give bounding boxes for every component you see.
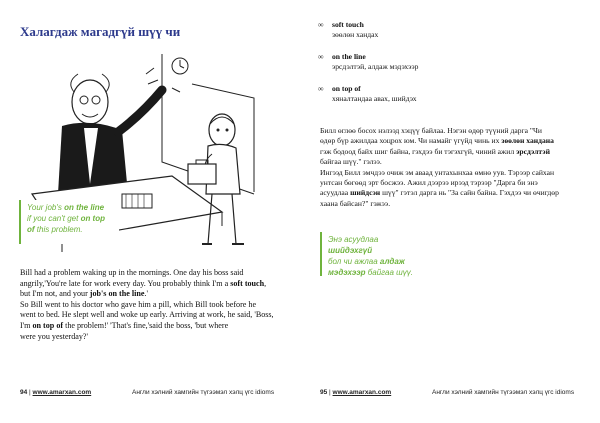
- callout-idiom: алдаж: [379, 257, 405, 266]
- story-line: but I'm not, and your job's on the line.': [20, 289, 148, 299]
- right-page: [300, 0, 600, 423]
- callout-idiom: шийдэхгүй: [328, 246, 373, 255]
- website-link[interactable]: www.amarxan.com: [332, 389, 392, 396]
- footer-separator: |: [327, 389, 333, 396]
- mn-line: унтсан бөгөөд эрт босжээ. Ажил дээрээ ирээд тэрээр "Дарга би энэ: [320, 178, 538, 188]
- mongolian-story-text: [320, 126, 582, 209]
- vocab-gloss: хяналтандаа авах, шийдэх: [332, 94, 417, 103]
- vocab-item: [318, 52, 578, 72]
- page-title: Халагдаж магадгүй шүү чи: [20, 24, 181, 39]
- vocab-gloss: зөөлөн хандах: [332, 30, 379, 39]
- callout-text: this problem.: [34, 225, 83, 234]
- story-line: I'm on top of the problem!' 'That's fine,'said the boss, 'but where: [20, 320, 229, 330]
- callout-idiom: on top: [80, 214, 105, 223]
- infinity-icon: ∞: [318, 84, 324, 93]
- mn-line: Билл өглөө босох нэлээд хэцүү байлаа. Нэгэн өдөр түүний дарга "Чи: [320, 126, 542, 135]
- footer-tagline: Англи хэлний хамгийн түгээмэл хэлц үгс idioms: [132, 389, 275, 396]
- mn-line: Ингээд Билл эмчдээ очиж эм аваад унтахынхаа өмнө уув. Тэрээр сайхан: [320, 167, 555, 177]
- page-number: 95: [320, 389, 328, 396]
- vocabulary-list: [318, 20, 578, 116]
- callout-idiom: мэдэхээр: [328, 268, 366, 277]
- idiom-callout: [19, 200, 119, 244]
- vocab-item: [318, 20, 578, 40]
- page-number: 94: [20, 389, 28, 396]
- callout-text: if you can't get: [27, 214, 81, 223]
- callout-text: Your job's: [27, 203, 65, 212]
- story-line: Bill had a problem waking up in the mornings. One day his boss said: [20, 268, 244, 277]
- mn-line: асуудлаа шийдсэн шүү" гэтэл дарга нь "За сайн байна. Гэхдээ чи өчигдөр: [320, 188, 559, 198]
- mn-line: хаана байсан?" гэжээ.: [320, 198, 391, 208]
- callout-text: бол чи ажлаа: [328, 257, 380, 266]
- vocab-term: on the line: [332, 52, 366, 61]
- vocab-term: on top of: [332, 84, 361, 93]
- story-text: [20, 268, 282, 342]
- callout-text: байгаа шүү.: [365, 268, 414, 277]
- vocab-item: [318, 84, 578, 104]
- callout-idiom: of: [27, 225, 35, 234]
- infinity-icon: ∞: [318, 52, 324, 61]
- mn-line: өдөр бүр ажилдаа хоцрох юм. Чи намайг үгүйд чинь их зөөлөн хандана: [320, 136, 554, 146]
- story-line: were you yesterday?': [20, 331, 88, 341]
- mn-line: байгаа шүү." гэлээ.: [320, 157, 382, 167]
- vocab-term: soft touch: [332, 20, 364, 29]
- story-line: So Bill went to his doctor who gave him a pill, which Bill took before he: [20, 299, 257, 309]
- vocab-gloss: эрсдэлтэй, алдаж мэдэхээр: [332, 62, 419, 71]
- infinity-icon: ∞: [318, 20, 324, 29]
- footer-tagline: Англи хэлний хамгийн түгээмэл хэлц үгс idioms: [432, 389, 575, 396]
- page-footer: [20, 389, 282, 396]
- idiom-callout-mongolian: [320, 232, 428, 276]
- footer-separator: |: [27, 389, 33, 396]
- callout-text: Энэ асуудлаа: [328, 235, 379, 244]
- page-footer: [320, 389, 582, 396]
- callout-idiom: on the line: [64, 203, 105, 212]
- website-link[interactable]: www.amarxan.com: [32, 389, 92, 396]
- mn-line: гэж бодоод байх шиг байна, гэхдээ би тэгэхгүй, чиний ажил эрсдэлтэй: [320, 146, 550, 156]
- story-line: angrily,'You're late for work every day. You probably think I'm a soft touch,: [20, 278, 267, 288]
- story-line: went to bed. He slept well and woke up early. Arriving at work, he said, 'Boss,: [20, 310, 274, 320]
